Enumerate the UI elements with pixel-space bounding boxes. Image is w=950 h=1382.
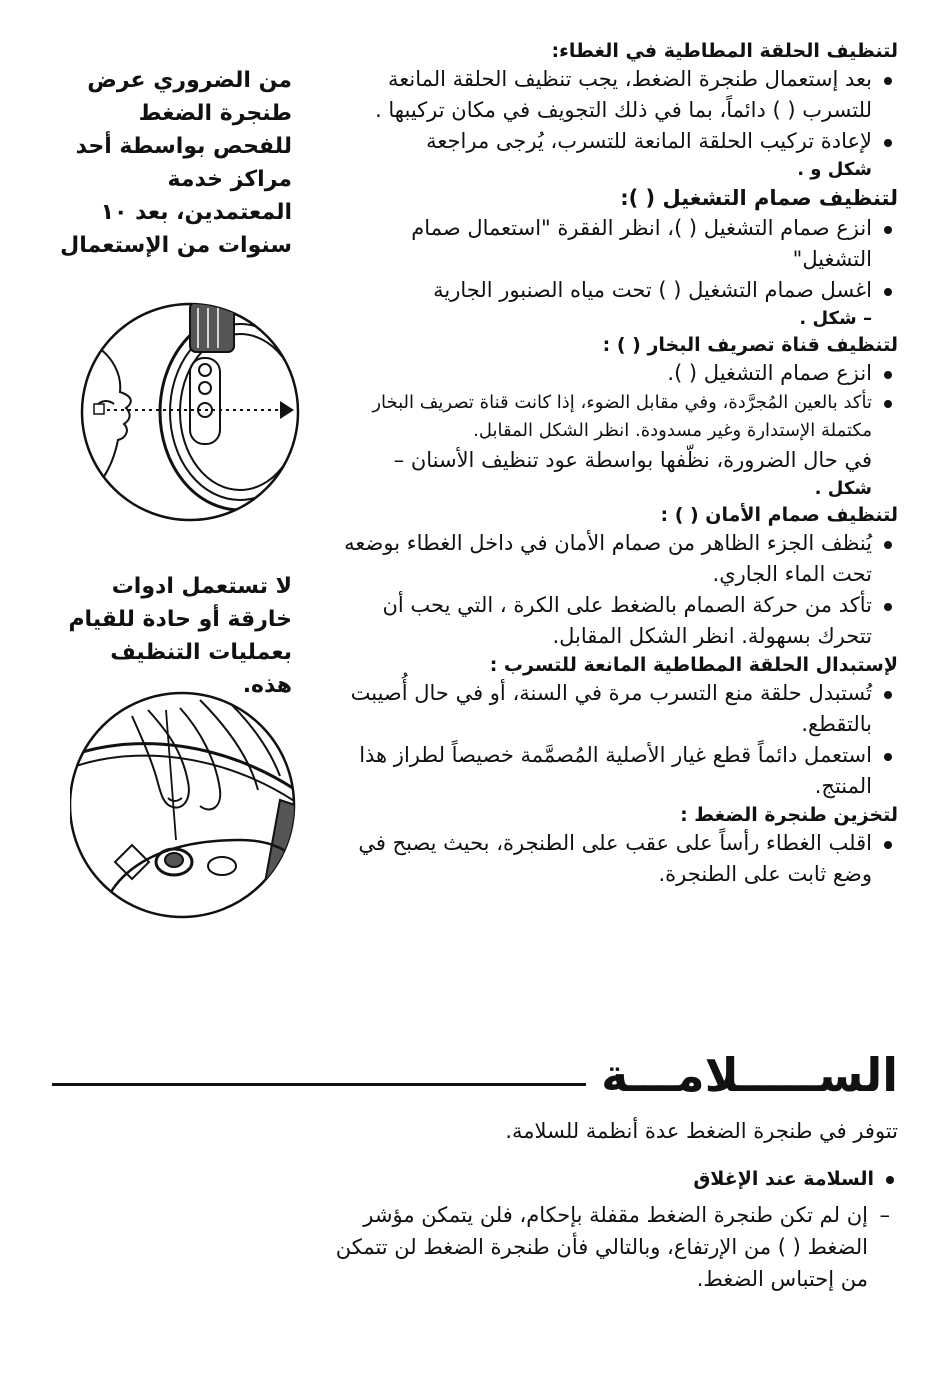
heading-clean-gasket: لتنظيف الحلقة المطاطية في الغطاء: [551,40,898,62]
side-note-warning: لا تستعمل ادوات خارقة أو حادة للقيام بعمليات التنظيف هذه. [68,574,292,698]
bullet-check-channel: تأكد بالعين المُجرَّدة، وفي مقابل الضوء، إذا كانت قناة تصريف البخار مكتملة الإستدارة وغير مسدودة. انظر الشكل المقابل. [330,389,898,445]
bullet-wash-valve: اغسل صمام التشغيل ( ) تحت مياه الصنبور الجارية [330,275,898,306]
heading-storage: لتخزين طنجرة الضغط : [680,804,898,826]
maintenance-column [330,38,898,890]
lock-safety-body [330,1199,898,1295]
continuation-text: في حال الضرورة، نظّفها بواسطة عود تنظيف الأسنان – [393,448,872,472]
safety-valve-press-illustration [70,690,300,920]
bullet-gasket-refit: لإعادة تركيب الحلقة المانعة للتسرب، يُرجى مراجعة [330,126,898,157]
bullet-check-safety-valve: تأكد من حركة الصمام بالضغط على الكرة ، التي يحب أن تتحرك بسهولة. انظر الشكل المقابل. [330,590,898,652]
bullet-gasket-clean: بعد إستعمال طنجرة الضغط، يجب تنظيف الحلقة المانعة للتسرب ( ) دائماً، بما في ذلك التجويف في مكان تركيبها . [330,64,898,126]
bullet-remove-valve: انزع صمام التشغيل ( )، انظر الفقرة "استعمال صمام التشغيل" [330,213,898,275]
figure-ref: – شكل . [799,308,872,329]
steam-channel-inspection-illustration [80,300,310,530]
safety-title: الســـــلامـــة [601,1048,898,1102]
safety-intro: تتوفر في طنجرة الضغط عدة أنظمة للسلامة. [505,1119,898,1143]
heading-clean-safety-valve: لتنظيف صمام الأمان ( ) : [660,504,898,526]
bullet-clean-safety-valve: يُنظف الجزء الظاهر من صمام الأمان في داخل الغطاء بوضعه تحت الماء الجاري. [330,528,898,590]
heading-clean-operating-valve: لتنظيف صمام التشغيل ( ): [620,186,898,210]
figure-ref: شكل و . [797,159,872,180]
bullet-storage: اقلب الغطاء رأساً على عقب على الطنجرة، بحيث يصبح في وضع ثابت على الطنجرة. [330,828,898,890]
side-note-service: من الضروري عرض طنجرة الضغط للفحص بواسطة أحد مراكز خدمة المعتمدين، بعد ١٠ سنوات من الإستعمال [60,68,292,258]
lock-safety-heading-text: السلامة عند الإغلاق [693,1163,898,1195]
bullet-original-parts: استعمل دائماً قطع غيار الأصلية المُصمَّمة خصيصاً لطراز هذا المنتج. [330,740,898,802]
bullet-replace-yearly: تُستبدل حلقة منع التسرب مرة في السنة، أو في حال أُصيبت بالتقطع. [330,678,898,740]
figure-ref: شكل . [814,478,872,499]
dash-marker: – [879,1203,890,1227]
heading-replace-gasket: لإستبدال الحلقة المطاطية المانعة للتسرب : [489,654,898,676]
lock-safety-heading [330,1163,898,1195]
lock-safety-text: إن لم تكن طنجرة الضغط مقفلة بإحكام، فلن يتمكن مؤشر الضغط ( ) من الإرتفاع، وبالتالي فأن طنجرة الضغط لن تتمكن من إحتباس الضغط. [335,1203,868,1291]
heading-clean-steam-channel: لتنظيف قناة تصريف البخار ( ) : [602,334,898,356]
bullet-remove-valve-2: انزع صمام التشغيل ( ). [330,358,898,389]
title-rule [52,1083,586,1086]
